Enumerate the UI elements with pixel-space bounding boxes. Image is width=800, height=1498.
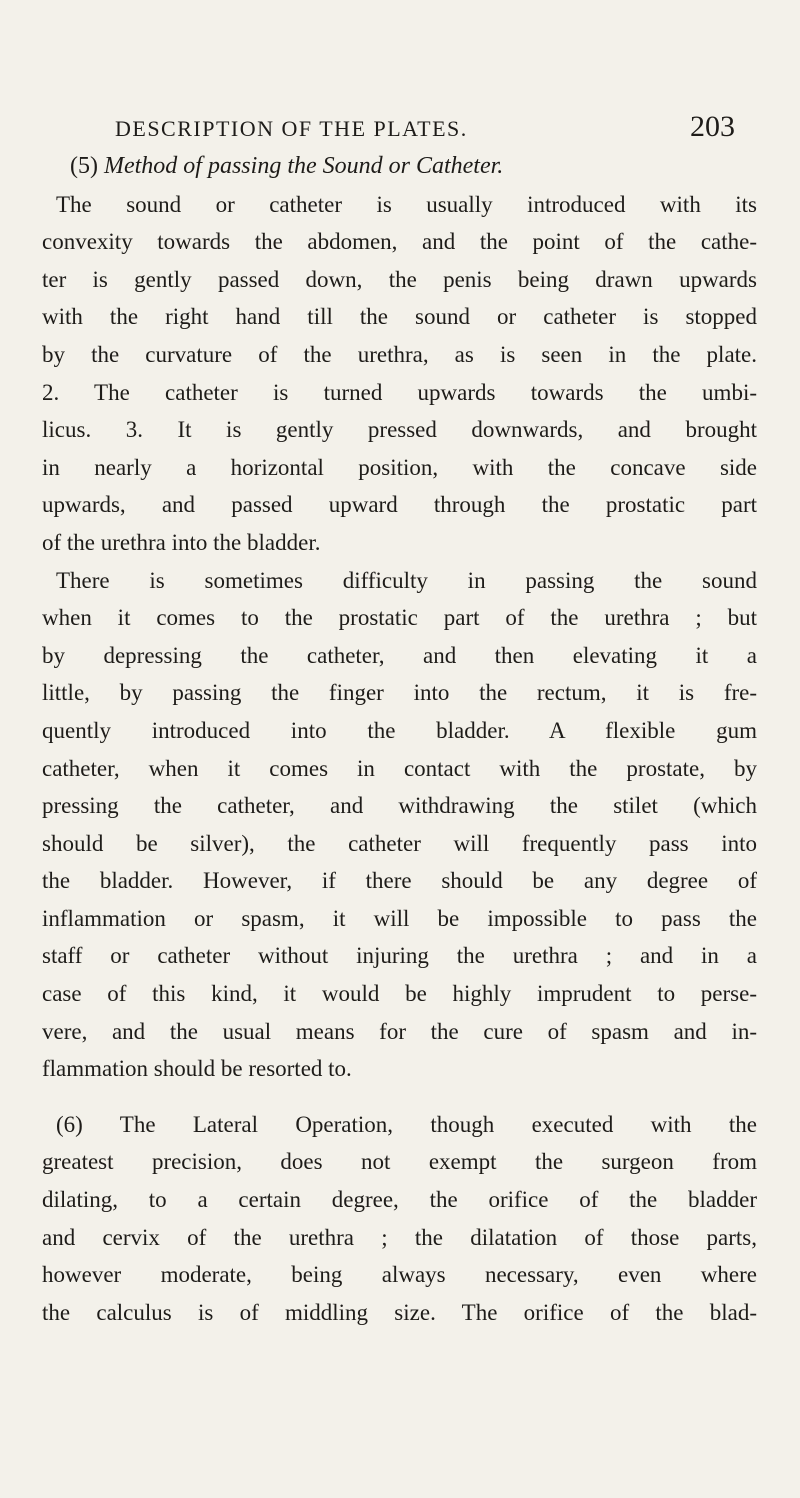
note-5-para2-line: the bladder. However, if there should be any degree of [42,868,757,894]
note-5-line: of the urethra into the bladder. [42,529,321,555]
body-text [42,148,757,1331]
note-6-line: dilating, to a certain degree, the orifice of the bladder [42,1187,757,1213]
running-head [115,112,735,148]
note-6-line-text: The Lateral Operation, though executed with the [119,1111,757,1137]
note-6-first-line [42,1106,757,1144]
running-title: DESCRIPTION OF THE PLATES. [115,116,468,141]
note-6-line: and cervix of the urethra ; the dilatation of those parts, [42,1224,757,1250]
note-5-para2-line: vere, and the usual means for the cure of spasm and in- [42,1018,757,1044]
note-5-para2-line: flammation should be resorted to. [42,1056,352,1082]
note-5-line: convexity towards the abdomen, and the point of the cathe- [42,229,757,255]
note-5-para2-line: should be silver), the catheter will frequently pass into [42,830,757,856]
note-6-line: greatest precision, does not exempt the surgeon from [42,1149,757,1175]
note-5-line: ter is gently passed down, the penis being drawn upwards [42,266,757,292]
note-5-line: with the right hand till the sound or catheter is stopped [42,304,757,330]
note-5-para2-line: There is sometimes difficulty in passing the sound [56,567,757,593]
note-5-para2-line: catheter, when it comes in contact with the prostate, by [42,755,757,781]
note-5-para2-line: pressing the catheter, and withdrawing the stilet (which [42,793,757,819]
note-5-para2-line: little, by passing the finger into the rectum, it is fre- [42,680,757,706]
note-5-line: by the curvature of the urethra, as is seen in the plate. [42,341,757,367]
note-5-line: in nearly a horizontal position, with the concave side [42,454,757,480]
note-5-para2-line: staff or catheter without injuring the urethra ; and in a [42,943,757,969]
note-5-para2-line: quently introduced into the bladder. A flexible gum [42,717,757,743]
note-5-heading-text: Method of passing the Sound or Catheter. [103,153,504,179]
note-5-line: 2. The catheter is turned upwards towards the umbi- [42,379,757,405]
note-6-marker: (6) [56,1111,83,1137]
note-5-marker: (5) [70,153,98,179]
note-5-line: licus. 3. It is gently pressed downwards, and brought [42,417,757,443]
page-number: 203 [690,110,735,143]
note-5-para2-line: case of this kind, it would be highly imprudent to perse- [42,981,757,1007]
note-5-para2-line: inflammation or spasm, it will be impossible to pass the [42,905,757,931]
note-5-para2-line: when it comes to the prostatic part of the urethra ; but [42,605,757,631]
note-5-line: upwards, and passed upward through the prostatic part [42,492,757,518]
note-5-line: The sound or catheter is usually introduced with its [56,191,757,217]
note-6-line: however moderate, being always necessary, even where [42,1262,757,1288]
note-5-heading [42,148,757,186]
note-5-para2-line: by depressing the catheter, and then elevating it a [42,642,757,668]
note-6-line: the calculus is of middling size. The orifice of the blad- [42,1299,757,1325]
